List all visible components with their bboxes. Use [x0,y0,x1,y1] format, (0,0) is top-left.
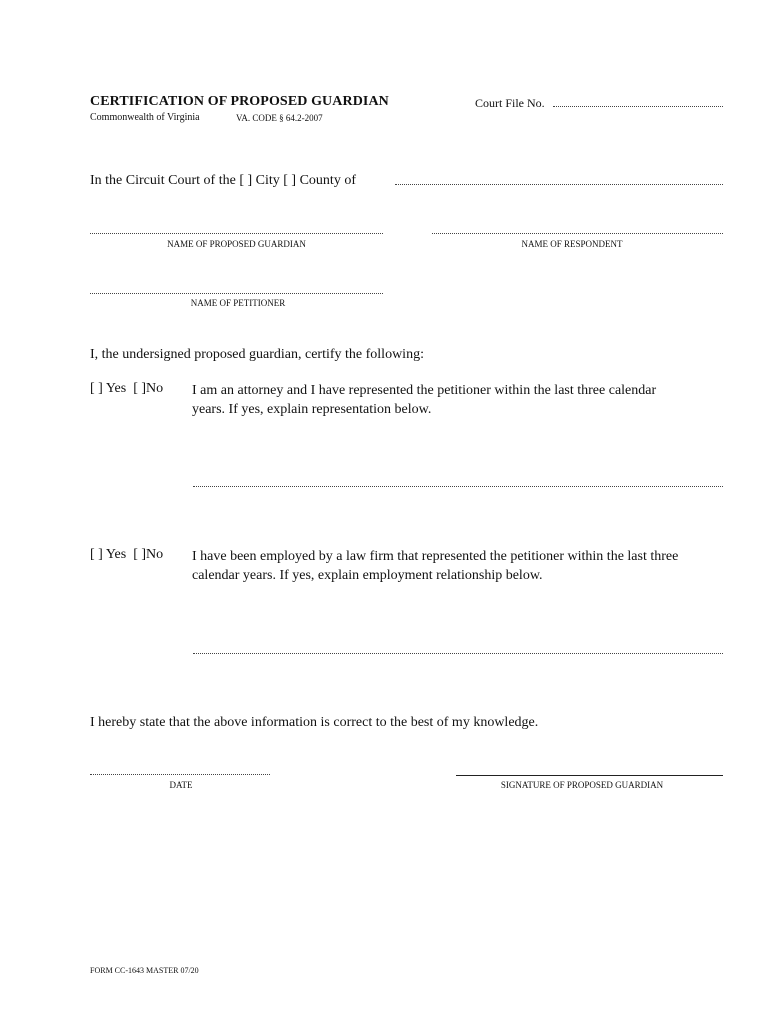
q2-yes-label: Yes [105,547,127,562]
city-checkbox[interactable]: [ ] [239,173,253,188]
question-2-text [192,547,732,585]
proposed-guardian-label: NAME OF PROPOSED GUARDIAN [167,239,306,249]
q2-explanation-field[interactable] [193,653,723,654]
form-title: CERTIFICATION OF PROPOSED GUARDIAN [90,94,389,109]
q1-no-checkbox[interactable]: [ ] [133,381,147,396]
respondent-name-field[interactable] [432,233,723,234]
signature-field[interactable] [456,775,723,776]
respondent-label: NAME OF RESPONDENT [521,239,623,249]
question-2-options [90,547,163,563]
question-1-options [90,381,163,397]
city-label: City [255,173,280,188]
date-field[interactable] [90,774,270,775]
q1-line-2: years. If yes, explain representation below. [192,402,432,417]
petitioner-name-field[interactable] [90,293,383,294]
q1-yes-checkbox[interactable]: [ ] [90,381,103,396]
petitioner-label: NAME OF PETITIONER [190,298,286,308]
court-file-number-field[interactable] [553,106,723,107]
county-checkbox[interactable]: [ ] [283,173,297,188]
q2-line-2: calendar years. If yes, explain employment relationship below. [192,568,543,583]
court-line [90,173,356,189]
q1-explanation-field[interactable] [193,486,723,487]
q2-line-1: I have been employed by a law firm that represented the petitioner within the last three [192,549,679,564]
commonwealth-label: Commonwealth of Virginia [90,112,200,123]
q1-no-label: No [146,381,164,396]
statement-text: I hereby state that the above information is correct to the best of my knowledge. [90,715,539,730]
q2-no-checkbox[interactable]: [ ] [133,547,147,562]
county-label: County of [299,173,356,188]
date-label: DATE [169,780,193,790]
form-number: FORM CC-1643 MASTER 07/20 [90,966,199,975]
q1-yes-label: Yes [105,381,127,396]
court-file-label: Court File No. [475,96,545,110]
proposed-guardian-name-field[interactable] [90,233,383,234]
q2-no-label: No [146,547,164,562]
signature-label: SIGNATURE OF PROPOSED GUARDIAN [500,780,664,790]
county-name-field[interactable] [395,184,723,185]
q2-yes-checkbox[interactable]: [ ] [90,547,103,562]
q1-line-1: I am an attorney and I have represented the petitioner within the last three calendar [192,383,657,398]
certify-intro: I, the undersigned proposed guardian, certify the following: [90,347,424,362]
va-code-label: VA. CODE § 64.2-2007 [236,113,323,123]
question-1-text [192,381,732,419]
court-prefix: In the Circuit Court of the [90,173,236,188]
